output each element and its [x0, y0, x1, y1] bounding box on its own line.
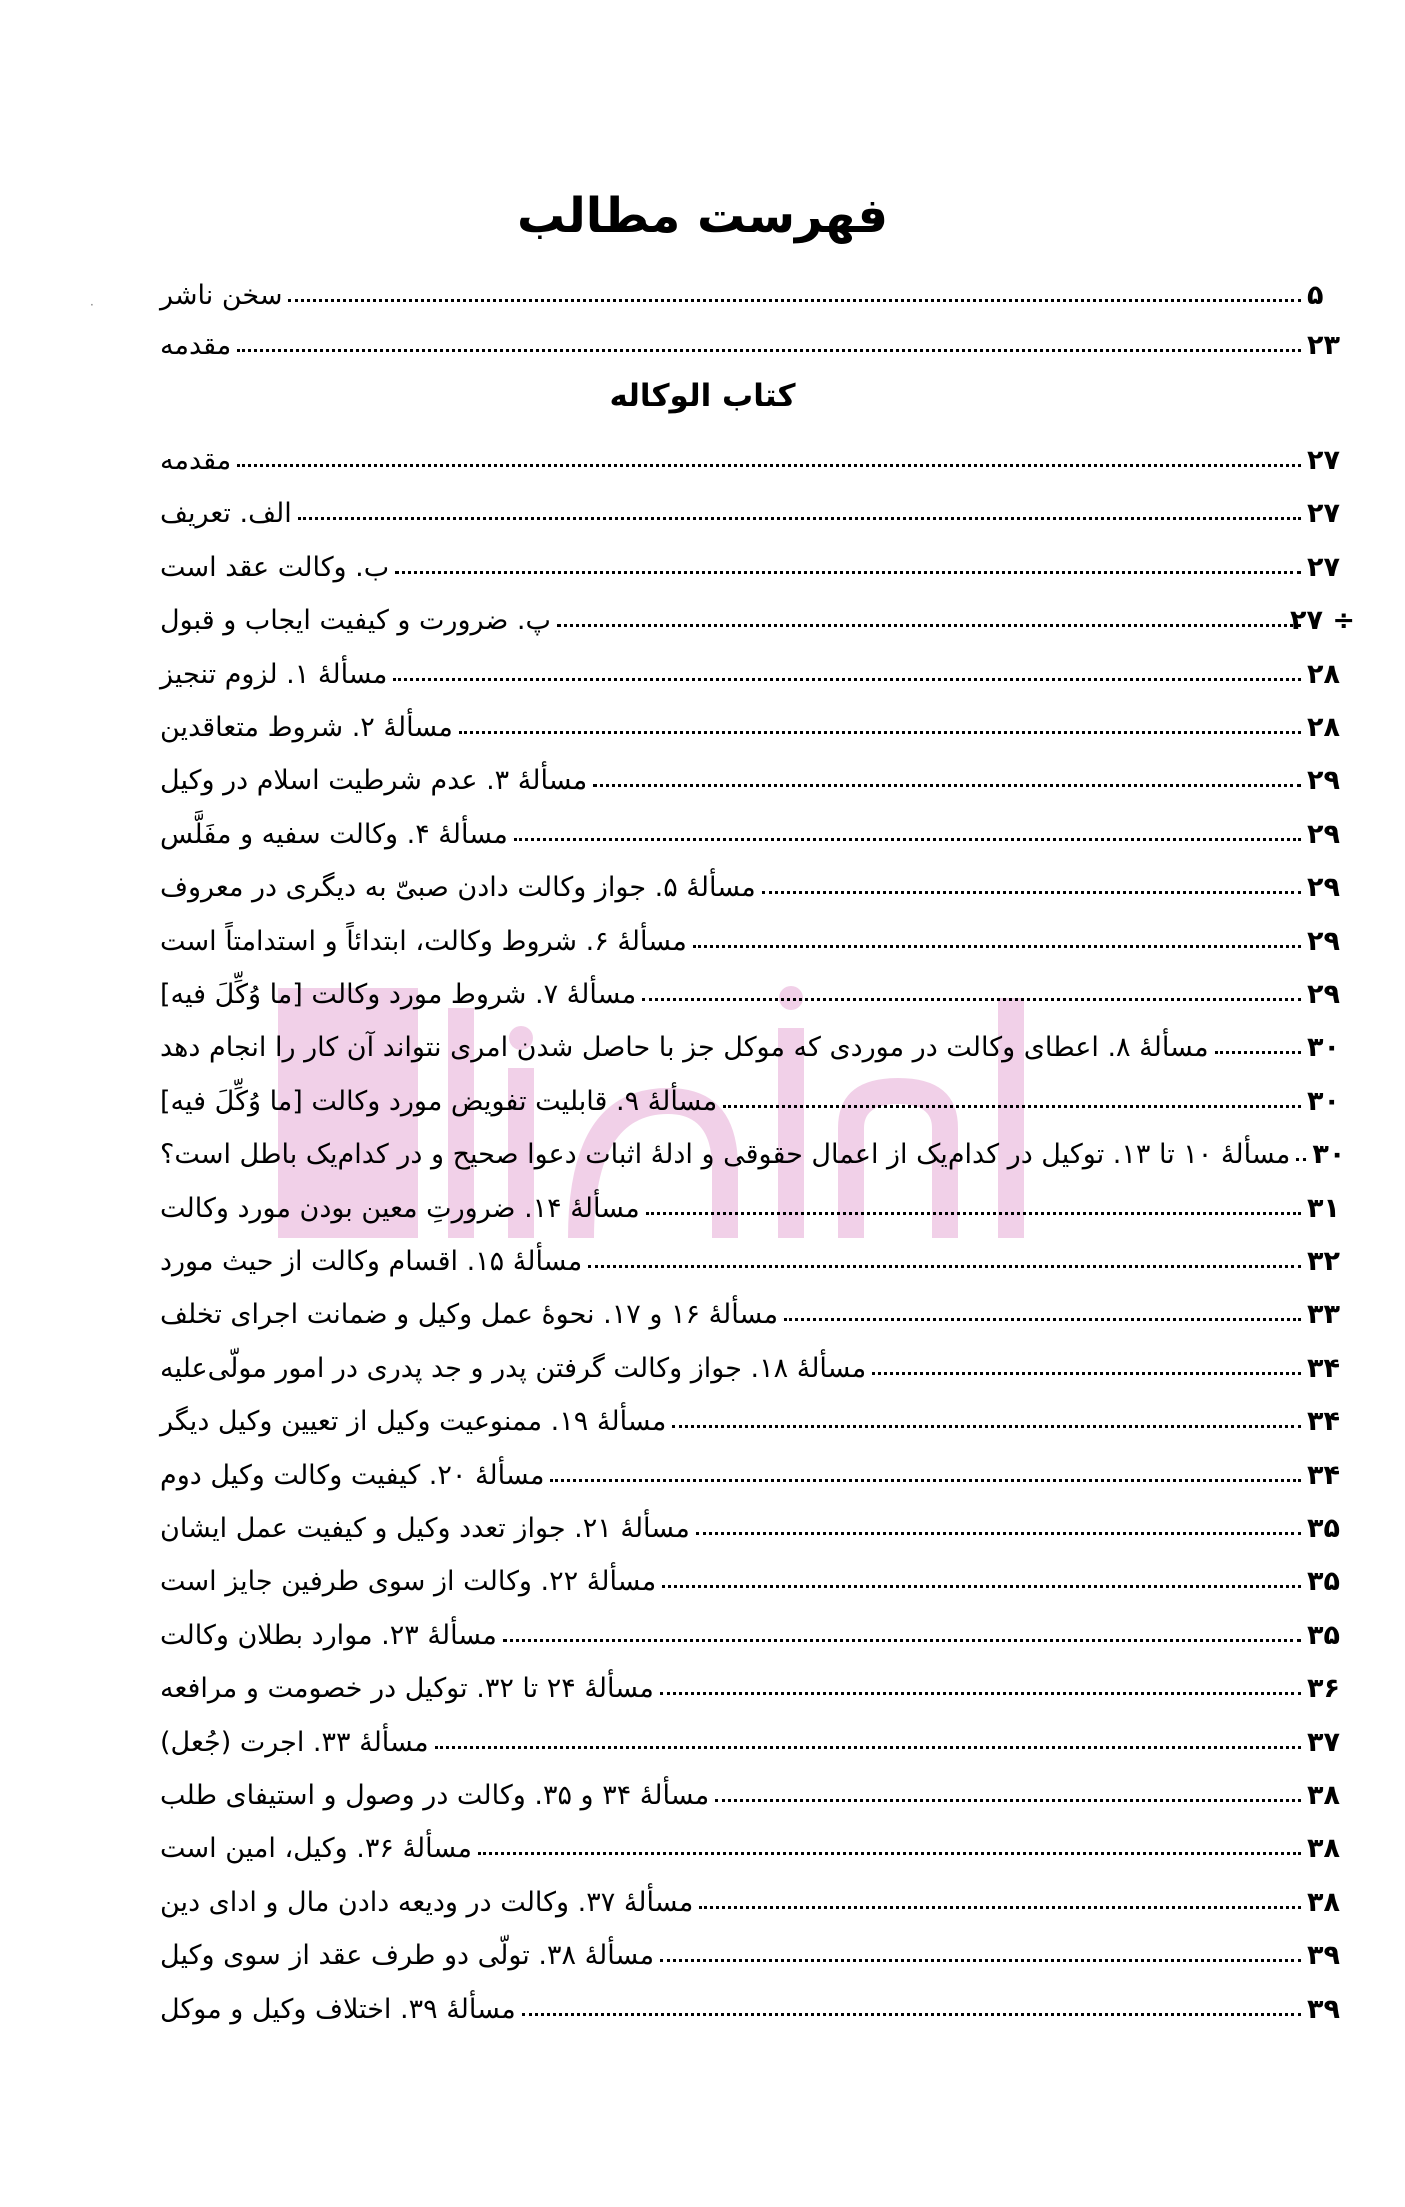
toc-row [160, 1124, 1355, 1170]
toc-row [160, 1284, 1355, 1330]
toc-row [160, 644, 1355, 690]
toc-row [160, 1178, 1355, 1224]
toc-leader-dots [642, 998, 1301, 1001]
toc-row [160, 1498, 1355, 1544]
toc-page-number: ۲۹ [1307, 872, 1340, 904]
toc-entry-title: مسألهٔ ۱۵. اقسام وكالت از حيث مورد [160, 1246, 583, 1277]
toc-page-number: ۲۹ [1307, 818, 1340, 850]
toc-page-number: ۳۰ [1312, 1139, 1346, 1171]
toc-entry-title: مسألهٔ ۲۳. موارد بطلان وكالت [160, 1619, 497, 1651]
page-title: فهرست مطالب [516, 188, 889, 244]
toc-page-number: ۳۹ [1307, 1993, 1340, 2025]
toc-entry-title: مسألهٔ ۳۶. وكيل، امين است [160, 1833, 472, 1865]
toc-row [160, 750, 1355, 796]
toc-entry-title: مقدمه [160, 445, 232, 476]
toc-entry-title: مسألهٔ ۱۶ و ۱۷. نحوهٔ عمل وكيل و ضمانت اجرای تخلف [160, 1299, 779, 1331]
toc-entry-title: مسألهٔ ۳۳. اجرت (جُعل) [160, 1726, 429, 1758]
toc-page-number: ۳۷ [1307, 1726, 1340, 1758]
toc-leader-dots [514, 838, 1301, 841]
toc-leader-dots [395, 571, 1301, 574]
toc-entry-title: مسألهٔ ۱۰ تا ۱۳. توكيل در كدام‌يک از اعمال حقوقی و ادلهٔ اثبات دعوا صحيح و در كدام‌يک باطل است؟ [160, 1139, 1291, 1171]
toc-leader-dots [762, 891, 1301, 894]
toc-page-number: ۳۰ [1307, 1032, 1340, 1064]
toc-page-number: ۳۸ [1307, 1833, 1340, 1865]
toc-leader-dots [557, 624, 1301, 627]
toc-leader-dots [593, 784, 1301, 787]
toc-entry-title: مسألهٔ ۲۰. كيفيت وكالت وكيل دوم [160, 1459, 545, 1491]
toc-entry-title: مسألهٔ ۱. لزوم تنجيز [160, 658, 388, 690]
toc-row [160, 1872, 1355, 1918]
toc-leader-dots [503, 1639, 1301, 1642]
toc-leader-dots [660, 1692, 1301, 1695]
toc-leader-dots [662, 1585, 1301, 1588]
toc-row [160, 1071, 1355, 1117]
front-matter-entry-title: مقدمه [160, 330, 232, 361]
front-matter-leader-dots [237, 349, 1301, 352]
toc-page-number: ۳۲ [1307, 1246, 1340, 1277]
toc-entry-title: مسألهٔ ۴. وكالت سفيه و مفَلَّس [160, 818, 508, 850]
front-matter-row [160, 265, 1355, 311]
toc-page-number: ۳۴ [1307, 1459, 1340, 1491]
toc-page-number: ۳۸ [1307, 1780, 1340, 1811]
toc-entry-title: مسألهٔ ۸. اعطای وكالت در موردی كه موكل جز با حاصل شدن امری نتواند آن كار را انجام دهد [160, 1032, 1209, 1064]
front-matter-page-number: ۵ [1307, 280, 1324, 311]
toc-row [160, 697, 1355, 743]
toc-page-number: ۳۶ [1307, 1673, 1340, 1705]
toc-row [160, 1017, 1355, 1063]
toc-row [160, 857, 1355, 903]
toc-entry-title: مسألهٔ ۲۱. جواز تعدد وكيل و كيفيت عمل ايشان [160, 1513, 690, 1544]
front-matter-row [160, 315, 1355, 361]
toc-entry-title: مسألهٔ ۲۴ تا ۳۲. توكيل در خصومت و مرافعه [160, 1673, 654, 1705]
toc-page-number: ۲۹ [1307, 925, 1340, 957]
toc-row [160, 1445, 1355, 1491]
toc-entry-title: ب. وكالت عقد است [160, 551, 390, 583]
toc-entry-title: مسألهٔ ۶. شروط وكالت، ابتدائاً و استدامتاً است [160, 925, 687, 957]
toc-row [160, 1391, 1355, 1437]
toc-row [160, 804, 1355, 850]
toc-page-number: ۳۴ [1307, 1406, 1340, 1438]
toc-row [160, 1658, 1355, 1704]
toc-page-number: ۳۱ [1307, 1192, 1340, 1224]
toc-entry-title: مسألهٔ ۳۷. وكالت در وديعه دادن مال و ادای دين [160, 1886, 694, 1918]
toc-page-number: ۳۵ [1307, 1619, 1340, 1651]
toc-row [160, 1979, 1355, 2025]
toc-leader-dots [1296, 1158, 1306, 1161]
toc-row [160, 1925, 1355, 1971]
toc-entry-title: مسألهٔ ۷. شروط مورد وكالت [ما وُكِّلَ فيه] [160, 979, 637, 1010]
toc-row [160, 911, 1355, 957]
toc-entry-title: مسألهٔ ۲۲. وكالت از سوی طرفين جايز است [160, 1566, 657, 1598]
toc-row [160, 1765, 1355, 1811]
toc-row [160, 1551, 1355, 1597]
toc-leader-dots [715, 1799, 1301, 1802]
toc-leader-dots [393, 678, 1301, 681]
toc-entry-title: الف. تعريف [160, 498, 292, 530]
toc-page-number: ۲۸ [1307, 712, 1340, 743]
toc-leader-dots [435, 1746, 1301, 1749]
toc-row [160, 430, 1355, 476]
toc-leader-dots [298, 517, 1301, 520]
toc-row [160, 1712, 1355, 1758]
toc-leader-dots [646, 1212, 1301, 1215]
toc-page-number: ۲۷ [1307, 445, 1340, 476]
toc-page-number: ÷ ۲۷ [1290, 605, 1355, 637]
toc-leader-dots [723, 1105, 1301, 1108]
toc-page-number: ۳۵ [1307, 1566, 1340, 1598]
toc-row [160, 1338, 1355, 1384]
toc-page-number: ۳۰ [1307, 1085, 1340, 1117]
toc-page-number: ۳۹ [1307, 1940, 1340, 1972]
toc-entry-title: مسألهٔ ۳۴ و ۳۵. وكالت در وصول و استيفای طلب [160, 1780, 710, 1811]
toc-row [160, 1818, 1355, 1864]
toc-entry-title: مسألهٔ ۹. قابليت تفويض مورد وكالت [ما وُكِّلَ فيه] [160, 1085, 718, 1117]
toc-leader-dots [522, 2013, 1301, 2016]
toc-leader-dots [478, 1852, 1301, 1855]
toc-page-number: ۳۴ [1307, 1352, 1340, 1384]
toc-page-number: ۲۷ [1307, 551, 1340, 583]
toc-row [160, 483, 1355, 529]
toc-entry-title: مسألهٔ ۳۸. تولّی دو طرف عقد از سوی وكيل [160, 1940, 655, 1972]
toc-entry-title: مسألهٔ ۱۸. جواز وكالت گرفتن پدر و جد پدری در امور مولّی‌عليه [160, 1352, 867, 1384]
toc-entry-title: مسألهٔ ۳۹. اختلاف وكيل و موكل [160, 1993, 516, 2025]
toc-leader-dots [696, 1532, 1301, 1535]
toc-leader-dots [588, 1265, 1301, 1268]
toc-row [160, 537, 1355, 583]
toc-row [160, 1231, 1355, 1277]
toc-page-number: ۲۹ [1307, 979, 1340, 1010]
front-matter-leader-dots [288, 299, 1301, 302]
toc-entry-title: مسألهٔ ۱۹. ممنوعيت وكيل از تعيين وكيل ديگر [160, 1406, 667, 1438]
section-title: كتاب الوكاله [609, 378, 796, 414]
toc-row [160, 1605, 1355, 1651]
toc-row [160, 964, 1355, 1010]
toc-leader-dots [237, 464, 1301, 467]
toc-row [160, 590, 1355, 636]
toc-entry-title: مسألهٔ ۲. شروط متعاقدين [160, 712, 453, 743]
toc-page-number: ۲۸ [1307, 658, 1340, 690]
toc-leader-dots [699, 1906, 1301, 1909]
toc-leader-dots [784, 1318, 1301, 1321]
toc-leader-dots [550, 1479, 1301, 1482]
toc-entry-title: پ. ضرورت و كيفيت ايجاب و قبول [160, 605, 551, 637]
toc-page-number: ۲۷ [1307, 498, 1340, 530]
toc-page-number: ۳۳ [1307, 1299, 1340, 1331]
toc-leader-dots [872, 1372, 1301, 1375]
toc-leader-dots [660, 1959, 1301, 1962]
toc-leader-dots [672, 1425, 1301, 1428]
front-matter-entry-title: سخن ناشر [160, 280, 283, 311]
front-matter-page-number: ۲۳ [1307, 330, 1340, 361]
toc-leader-dots [459, 731, 1301, 734]
toc-page-number: ۳۸ [1307, 1886, 1340, 1918]
toc-leader-dots [693, 945, 1301, 948]
toc-page-number: ۳۵ [1307, 1513, 1340, 1544]
toc-entry-title: مسألهٔ ۱۴. ضرورتِ معين بودن مورد وكالت [160, 1192, 640, 1224]
stray-mark: · [90, 298, 94, 312]
toc-entry-title: مسألهٔ ۳. عدم شرطيت اسلام در وكيل [160, 765, 588, 797]
toc-page-number: ۲۹ [1307, 765, 1340, 797]
toc-leader-dots [1215, 1051, 1301, 1054]
toc-entry-title: مسألهٔ ۵. جواز وكالت دادن صبیّ به ديگری در معروف [160, 872, 756, 904]
